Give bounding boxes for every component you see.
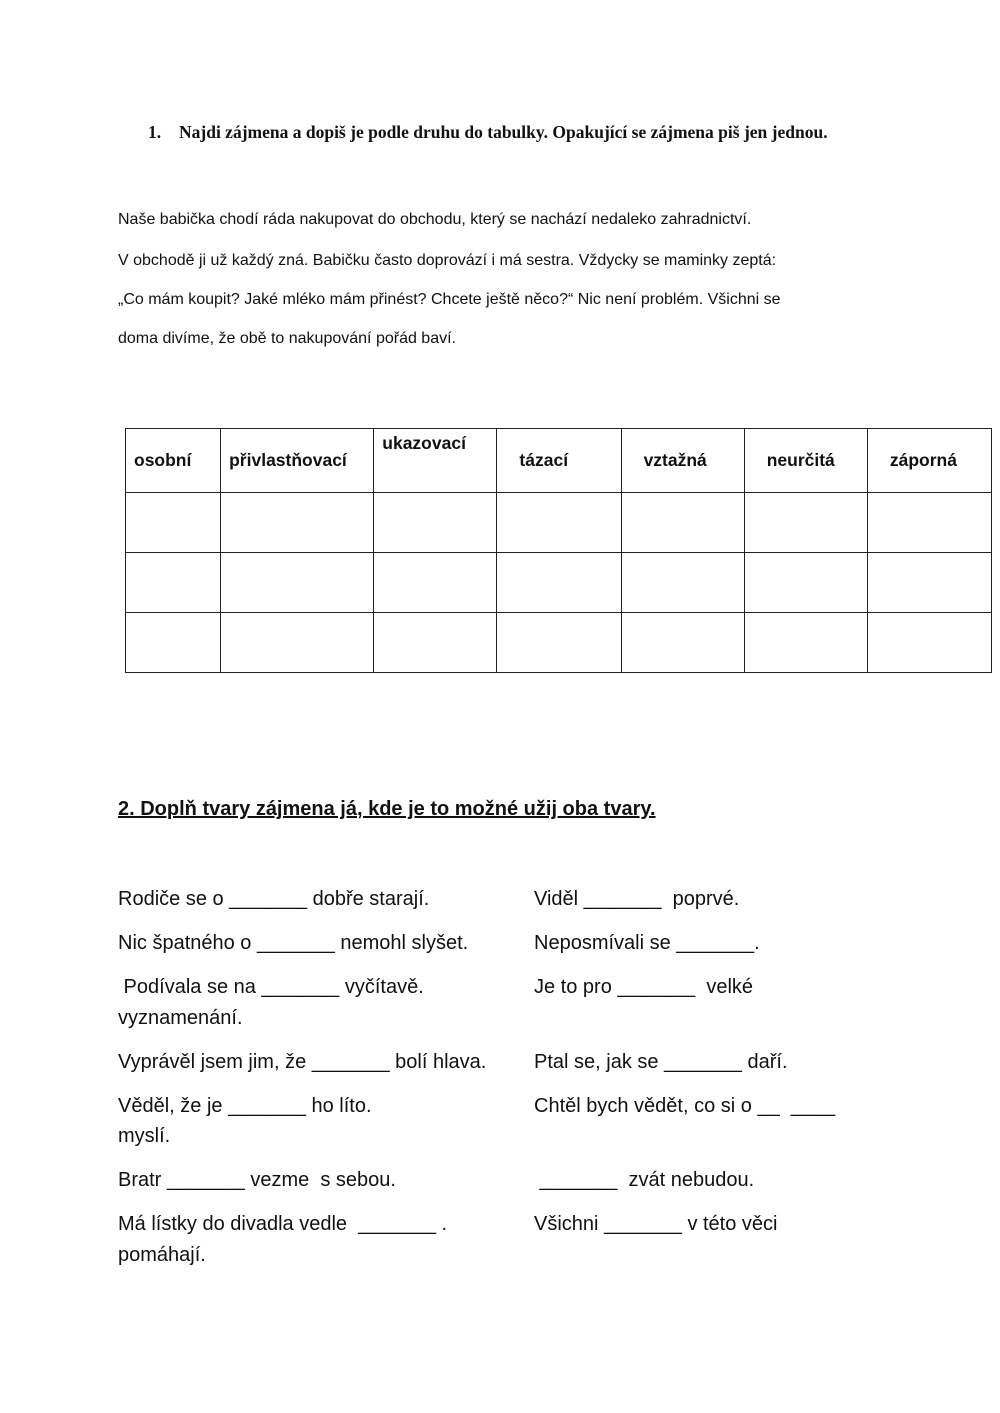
paragraph-line-1: Naše babička chodí ráda nakupovat do obchodu, který se nachází nedaleko zahradnictví. bbox=[118, 211, 752, 228]
header-tazaci: tázací bbox=[497, 429, 621, 493]
paragraph-line-3: „Co mám koupit? Jaké mléko mám přinést? Chcete ještě něco?“ Nic není problém. Všichni se bbox=[118, 291, 781, 308]
table-row bbox=[126, 613, 992, 673]
exercise-left-3: Podívala se na _______ vyčítavě. bbox=[118, 976, 424, 998]
table-cell[interactable] bbox=[497, 553, 621, 613]
header-vztazna: vztažná bbox=[621, 429, 744, 493]
paragraph-line-2: V obchodě ji už každý zná. Babičku často doprovází i má sestra. Vždycky se maminky zeptá: bbox=[118, 252, 777, 269]
table-row bbox=[126, 553, 992, 613]
header-ukazovaci: ukazovací bbox=[374, 429, 497, 493]
table-cell[interactable] bbox=[126, 493, 221, 553]
table-header-row bbox=[126, 429, 992, 493]
table-cell[interactable] bbox=[221, 493, 374, 553]
table-cell[interactable] bbox=[621, 553, 744, 613]
table-cell[interactable] bbox=[374, 613, 497, 673]
exercise-left-7: Má lístky do divadla vedle _______ . bbox=[118, 1213, 448, 1235]
exercise-left-5: Věděl, že je _______ ho líto. bbox=[118, 1095, 372, 1117]
table-cell[interactable] bbox=[867, 553, 991, 613]
exercise-left-1: Rodiče se o _______ dobře starají. bbox=[118, 888, 430, 910]
pronoun-table bbox=[125, 428, 992, 673]
paragraph-line-4: doma divíme, že obě to nakupování pořád baví. bbox=[118, 330, 456, 347]
exercise-right-5: Chtěl bych vědět, co si o __ ____ bbox=[534, 1095, 836, 1117]
table-cell[interactable] bbox=[744, 613, 867, 673]
task1-heading bbox=[148, 119, 868, 145]
table-cell[interactable] bbox=[374, 493, 497, 553]
table-cell[interactable] bbox=[374, 553, 497, 613]
table-cell[interactable] bbox=[744, 553, 867, 613]
task1-number: 1. bbox=[148, 122, 162, 142]
task2-heading: 2. Doplň tvary zájmena já, kde je to možné užij oba tvary. bbox=[118, 798, 656, 820]
exercise-left-4: Vyprávěl jsem jim, že _______ bolí hlava. bbox=[118, 1051, 487, 1073]
exercise-left-3-continuation: vyznamenání. bbox=[118, 1007, 243, 1029]
table-cell[interactable] bbox=[126, 553, 221, 613]
header-neurcita: neurčitá bbox=[744, 429, 867, 493]
exercise-left-2: Nic špatného o _______ nemohl slyšet. bbox=[118, 932, 469, 954]
header-zaporna: záporná bbox=[867, 429, 991, 493]
exercise-right-1: Viděl _______ poprvé. bbox=[534, 888, 740, 910]
table-cell[interactable] bbox=[621, 613, 744, 673]
exercise-right-7: Všichni _______ v této věci bbox=[534, 1213, 778, 1235]
exercise-right-3: Je to pro _______ velké bbox=[534, 976, 754, 998]
header-privlastnovaci: přivlastňovací bbox=[221, 429, 374, 493]
exercise-left-5-continuation: myslí. bbox=[118, 1125, 171, 1147]
table-cell[interactable] bbox=[126, 613, 221, 673]
table-cell[interactable] bbox=[221, 553, 374, 613]
header-osobni: osobní bbox=[126, 429, 221, 493]
table-cell[interactable] bbox=[221, 613, 374, 673]
exercise-left-7-continuation: pomáhají. bbox=[118, 1244, 206, 1266]
table-cell[interactable] bbox=[867, 493, 991, 553]
table-cell[interactable] bbox=[497, 493, 621, 553]
table-cell[interactable] bbox=[497, 613, 621, 673]
exercise-left-6: Bratr _______ vezme s sebou. bbox=[118, 1169, 396, 1191]
table-cell[interactable] bbox=[867, 613, 991, 673]
table-cell[interactable] bbox=[744, 493, 867, 553]
exercise-right-6: _______ zvát nebudou. bbox=[534, 1169, 755, 1191]
table-row bbox=[126, 493, 992, 553]
exercise-right-2: Neposmívali se _______. bbox=[534, 932, 760, 954]
task1-instruction: Najdi zájmena a dopiš je podle druhu do tabulky. Opakující se zájmena piš jen jednou. bbox=[179, 122, 828, 142]
table-cell[interactable] bbox=[621, 493, 744, 553]
exercise-right-4: Ptal se, jak se _______ daří. bbox=[534, 1051, 788, 1073]
